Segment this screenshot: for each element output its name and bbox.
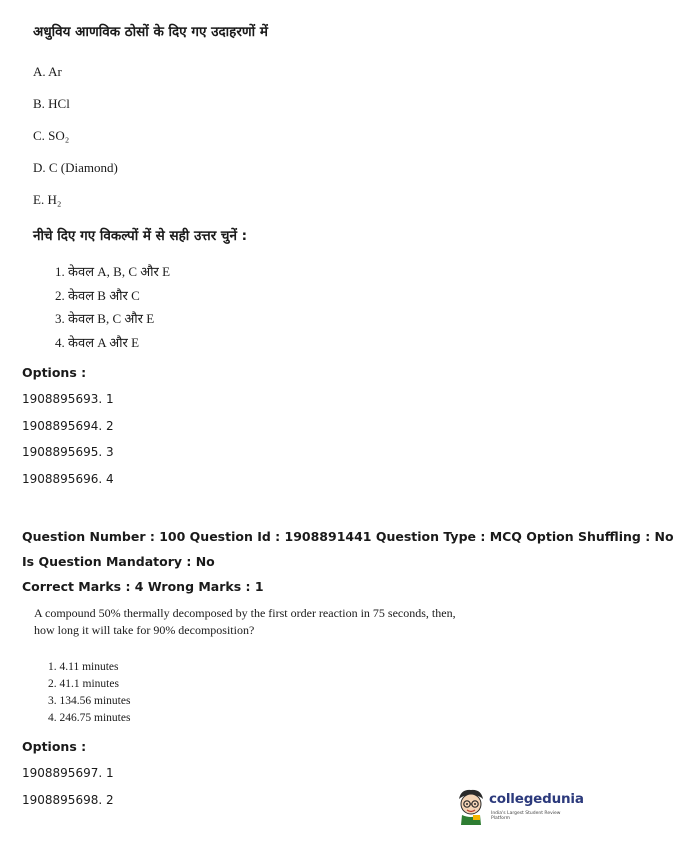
options-title: Options : [22,739,87,754]
option-id-row: 1908895693. 1 [22,392,114,406]
option-id-row: 1908895697. 1 [22,766,114,780]
answer-choice-3: 3. केवल B, C और E [55,311,155,326]
answer-choice-2: 2. 41.1 minutes [48,678,119,690]
statement-e: E. H₂ [33,192,62,207]
statement-a: A. Ar [33,64,62,79]
brand-name: collegedunia [489,791,584,807]
options-title: Options : [22,365,87,380]
question-99-block [33,22,573,356]
question-info-line: Question Number : 100 Question Id : 1908891441 Question Type : MCQ Option Shuffling : No [22,529,674,544]
answer-choices [34,659,474,727]
statement-c: C. SO₂ [33,128,70,143]
answer-choice-1: 1. 4.11 minutes [48,661,119,673]
mascot-icon [453,785,489,825]
question-meta [22,528,674,603]
mandatory-line: Is Question Mandatory : No [22,554,215,569]
option-id-row: 1908895696. 4 [22,471,114,486]
option-id-row: 1908895695. 3 [22,445,114,459]
question-text: A compound 50% thermally decomposed by the first order reaction in 75 seconds, then, how long it will take for 90% decomposition? [34,606,456,637]
answer-choice-2: 2. केवल B और C [55,287,140,303]
answer-choice-4: 4. केवल A और E [55,334,140,350]
answer-choice-4: 4. 246.75 minutes [48,712,131,724]
statement-d: D. C (Diamond) [33,160,118,175]
question-100-block [34,605,474,727]
collegedunia-logo [453,785,584,825]
options-list-1 [22,364,582,496]
brand-tagline: India's Largest Student Review Platform [491,811,561,821]
option-id-row: 1908895694. 2 [22,418,114,433]
question-stem-hindi: अधुविय आणविक ठोसों के दिए गए उदाहरणों में [33,24,268,40]
statement-b: B. HCl [33,96,70,111]
option-id-row: 1908895698. 2 [22,792,114,807]
answer-choice-1: 1. केवल A, B, C और E [55,264,171,279]
answer-choice-3: 3. 134.56 minutes [48,695,131,707]
statement-list [33,62,573,222]
answer-choices [33,262,573,356]
instruction-hindi: नीचे दिए गए विकल्पों में से सही उत्तर चुनें : [33,228,248,244]
marks-line: Correct Marks : 4 Wrong Marks : 1 [22,579,264,594]
